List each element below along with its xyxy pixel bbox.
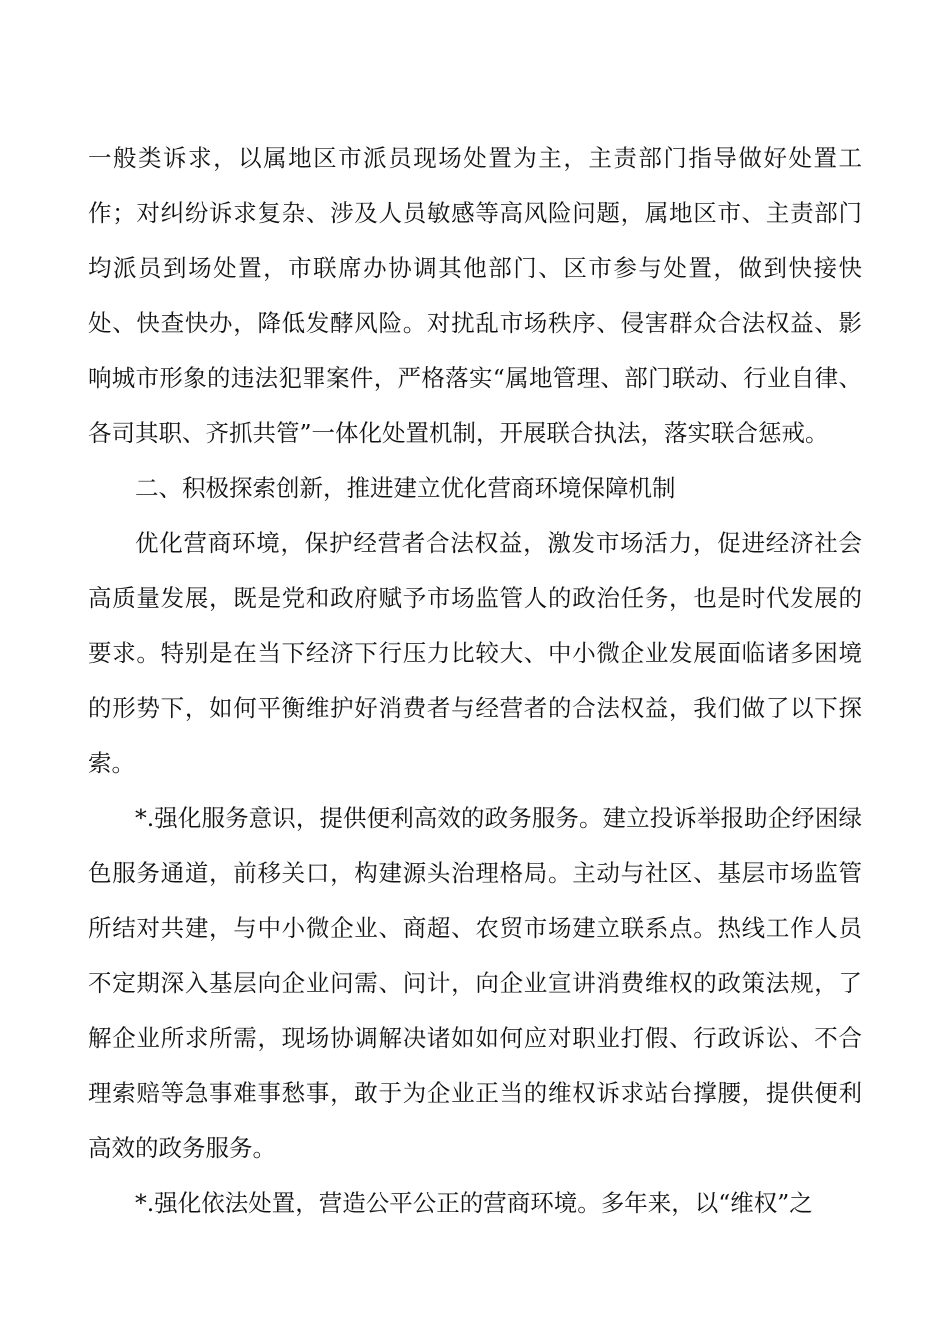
paragraph-handling-mechanism: 一般类诉求，以属地区市派员现场处置为主，主责部门指导做好处置工作；对纠纷诉求复杂、涉及人员敏感等高风险问题，属地区市、主责部门均派员到场处置，市联席办协调其他部门、区市参与处置，做到快接快处、快查快办，降低发酵风险。对扰乱市场秩序、侵害群众合法权益、影响城市形象的违法犯罪案件，严格落实“属地管理、部门联动、行业自律、各司其职、齐抓共管”一体化处置机制，开展联合执法，落实联合惩戒。 bbox=[88, 144, 862, 447]
paragraph-service-awareness: *.强化服务意识，提供便利高效的政务服务。建立投诉举报助企纾困绿色服务通道，前移关口，构建源头治理格局。主动与社区、基层市场监管所结对共建，与中小微企业、商超、农贸市场建立联系点。热线工作人员不定期深入基层向企业问需、问计，向企业宣讲消费维权的政策法规，了解企业所求所需，现场协调解决诸如如何应对职业打假、行政诉讼、不合理索赔等急事难事愁事，敢于为企业正当的维权诉求站台撑腰，提供便利高效的政务服务。 bbox=[88, 804, 862, 1162]
document-body bbox=[88, 131, 862, 1231]
section-heading-two: 二、积极探索创新，推进建立优化营商环境保障机制 bbox=[135, 474, 676, 502]
paragraph-business-environment: 优化营商环境，保护经营者合法权益，激发市场活力，促进经济社会高质量发展，既是党和政府赋予市场监管人的政治任务，也是时代发展的要求。特别是在当下经济下行压力比较大、中小微企业发展面临诸多困境的形势下，如何平衡维护好消费者与经营者的合法权益，我们做了以下探索。 bbox=[88, 529, 862, 777]
paragraph-lawful-handling: *.强化依法处置，营造公平公正的营商环境。多年来，以“维权”之 bbox=[135, 1189, 813, 1217]
